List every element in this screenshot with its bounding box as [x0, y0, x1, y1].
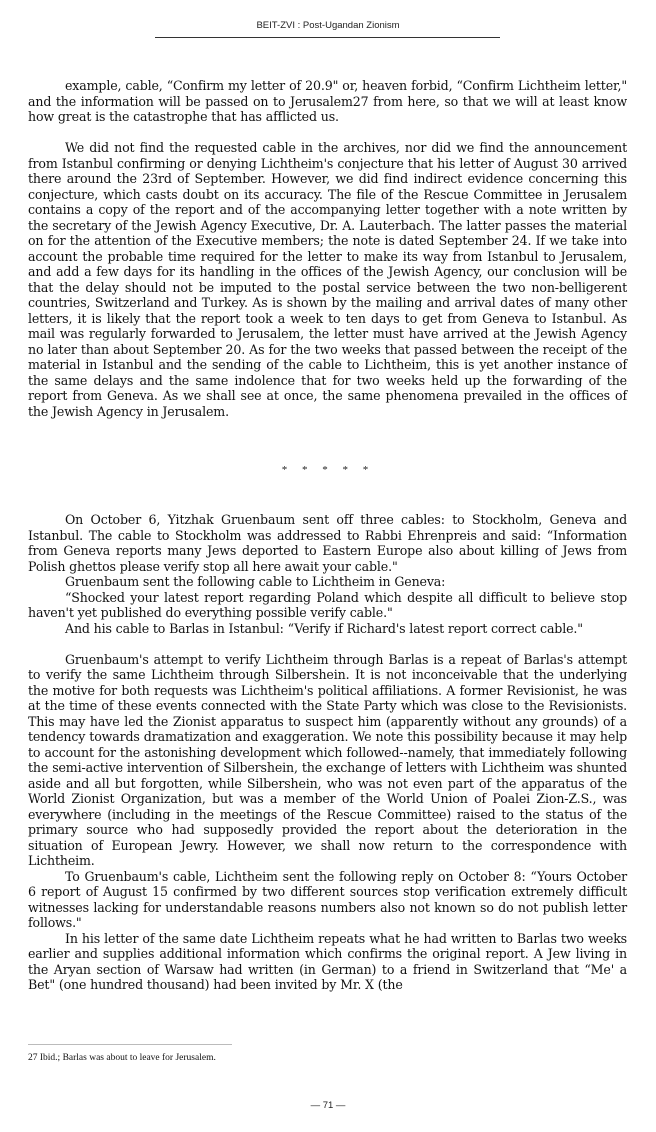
paragraph-gap: [28, 636, 627, 652]
section-separator: * * * * *: [281, 464, 375, 476]
paragraph: example, cable, “Confirm my letter of 20.9" or, heaven forbid, “Confirm Lichtheim letter," and the information will be passed on to Jerusalem27 from here, so that we will at least know how great is the catastrophe that has afflicted us.: [28, 78, 627, 124]
section-2: [28, 512, 627, 993]
paragraph: In his letter of the same date Lichtheim repeats what he had written to Barlas two weeks earlier and supplies additional information which confirms the original report. A Jew living in the Aryan section of Warsaw had written (in German) to a friend in Switzerland that “Me' a Bet" (one hundred thousand) had been invited by Mr. X (the: [28, 930, 627, 992]
paragraph: And his cable to Barlas in Istanbul: “Verify if Richard's latest report correct cable.": [65, 620, 583, 636]
paragraph: Gruenbaum's attempt to verify Lichtheim through Barlas is a repeat of Barlas's attempt to verify the same Lichtheim through Silbershein. It is not inconceivable that the underlying the motive for both requests was Lichtheim's political affiliations. A former Revisionist, he was at the time of these events connected with the State Party which was close to the Revisionists. This may have led the Zionist apparatus to suspect him (apparently without any grounds) of a tendency towards dramatization and exaggeration. We note this possibility because it may help to account for the astonishing development which followed--namely, that immediately following the semi-active intervention of Silbershein, the exchange of letters with Lichtheim was shunted aside and all but forgotten, while Silbershein, who was not even part of the apparatus of the World Zionist Organization, but was a member of the World Union of Poalei Zion-Z.S., was everywhere (including in the meetings of the Rescue Committee) raised to the status of the primary source who had supposedly provided the report about the deterioration in the situation of European Jewry. However, we shall now return to the correspondence with Lichtheim.: [28, 651, 627, 868]
paragraph: On October 6, Yitzhak Gruenbaum sent off three cables: to Stockholm, Geneva and Istanbul. The cable to Stockholm was addressed to Rabbi Ehrenpreis and said: “Information from Geneva reports many Jews deported to Eastern Europe also about killing of Jews from Polish ghettos please verify stop all here await your cable.": [28, 512, 627, 574]
paragraph: To Gruenbaum's cable, Lichtheim sent the following reply on October 8: “Yours October 6 report of August 15 confirmed by two different sources stop verification extremely difficult witnesses lacking for understandable reasons numbers also not known so do not publish letter follows.": [28, 868, 627, 930]
paragraph-gap: [28, 125, 627, 141]
section-1: [28, 78, 627, 419]
footnote: 27 Ibid.; Barlas was about to leave for Jerusalem.: [28, 1053, 216, 1063]
header-rule: [155, 37, 500, 38]
paragraph: We did not find the requested cable in the archives, nor did we find the announcement from Istanbul confirming or denying Lichtheim's conjecture that his letter of August 30 arrived there around the 23rd of September. However, we did find indirect evidence concerning this conjecture, which casts doubt on its accuracy. The file of the Rescue Committee in Jerusalem contains a copy of the report and of the accompanying letter together with a note written by the secretary of the Jewish Agency Executive, Dr. A. Lauterbach. The latter passes the material on for the attention of the Executive members; the note is dated September 24. If we take into account the probable time required for the letter to make its way from Istanbul to Jerusalem, and add a few days for its handling in the offices of the Jewish Agency, our conclusion will be that the delay should not be imputed to the postal service between the two non-belligerent countries, Switzerland and Turkey. As is shown by the mailing and arrival dates of many other letters, it is likely that the report took a week to ten days to get from Geneva to Istanbul. As mail was regularly forwarded to Jerusalem, the letter must have arrived at the Jewish Agency no later than about September 20. As for the two weeks that passed between the receipt of the material in Istanbul and the sending of the cable to Lichtheim, this is yet another instance of the same delays and the same indolence that for two weeks held up the forwarding of the report from Geneva. As we shall see at once, the same phenomena prevailed in the offices of the Jewish Agency in Jerusalem.: [28, 140, 627, 419]
paragraph: “Shocked your latest report regarding Poland which despite all difficult to believe stop haven't yet published do everything possible verify cable.": [28, 589, 627, 620]
paragraph: Gruenbaum sent the following cable to Lichtheim in Geneva:: [65, 574, 446, 589]
running-header: BEIT-ZVI : Post-Ugandan Zionism: [256, 20, 400, 31]
page-number: — 71 —: [310, 1100, 346, 1111]
footnote-rule: [28, 1044, 232, 1045]
